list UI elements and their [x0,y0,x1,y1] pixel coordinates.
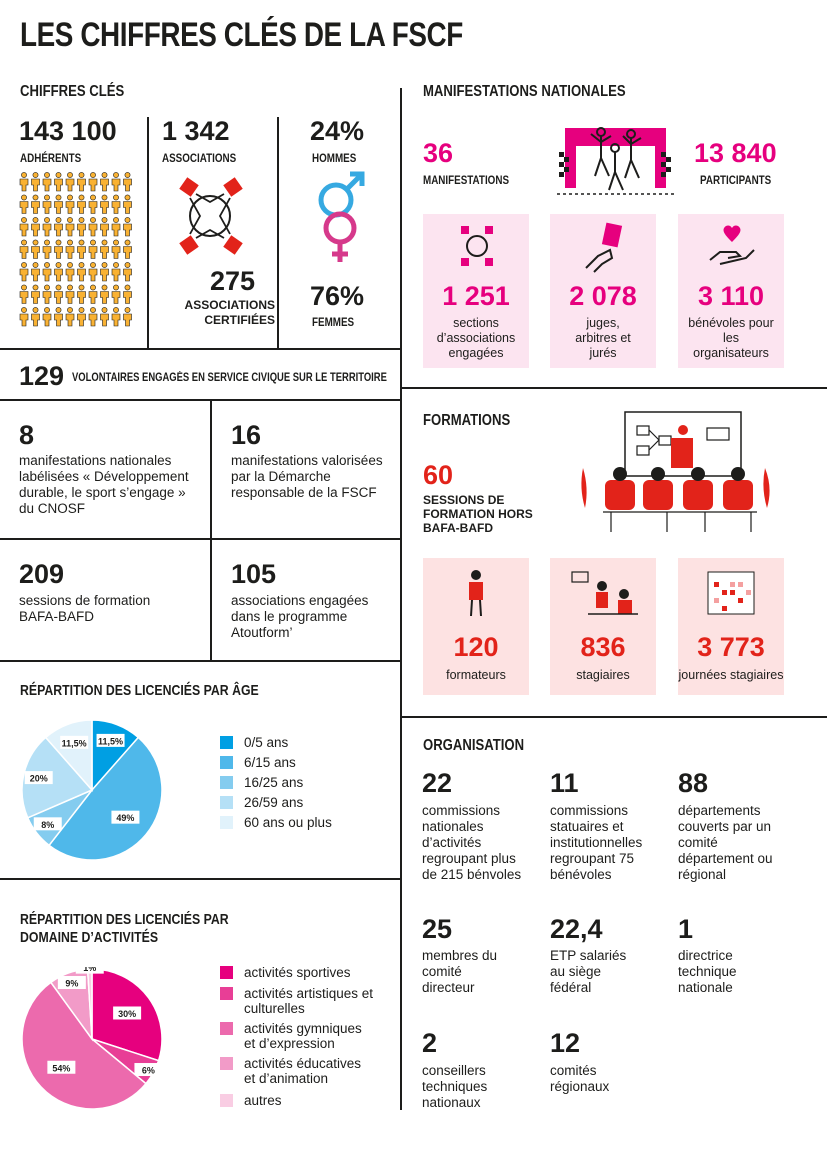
person-icon [20,217,28,236]
person-icon [101,195,109,214]
org-text: départements couverts par un comité département ou régional [678,803,773,882]
legend-swatch [220,1022,233,1035]
person-icon [101,262,109,281]
person-icon [55,172,63,191]
femmes-value: 76% [310,281,365,311]
manif-card-value: 3 110 [697,281,765,311]
person-icon [66,262,74,281]
person-icon [32,262,40,281]
pie-label: 49% [116,813,135,824]
manif-card-text: bénévoles pour les organisateurs [688,316,774,360]
legend-swatch [220,987,233,1000]
referee-card-icon [582,220,630,276]
classroom-illustration-icon [575,408,780,543]
section-heading-chiffres: CHIFFRES CLÉS [20,83,125,100]
volontaires-label: VOLONTAIRES ENGAGÉS EN SERVICE CIVIQUE SUR LE TERRITOIRE [72,372,387,384]
person-icon [66,240,74,259]
pie-label: 11,5% [98,736,124,747]
person-icon [32,240,40,259]
person-icon [43,172,51,191]
pie-label: 54% [52,1063,71,1074]
person-icon [112,195,120,214]
person-icon [89,307,97,326]
person-icon [89,195,97,214]
manif-card-value: 2 078 [569,281,637,311]
stat-text: associations engagées dans le programme Atoutform’ [231,593,369,640]
person-icon [55,195,63,214]
person-icon [66,307,74,326]
legend-swatch [220,966,233,979]
person-icon [89,285,97,304]
person-icon [124,307,132,326]
formation-card-value: 3 773 [697,632,765,662]
legend-label: 0/5 ans [244,735,289,750]
age-pie-chart [20,718,164,867]
person-icon [112,285,120,304]
org-value: 1 [678,914,694,944]
person-icon [112,172,120,191]
org-text: commissions statuaires et institutionnelles regroupant 75 bénévoles [550,803,643,882]
person-icon [43,195,51,214]
divider [0,660,401,662]
person-icon [89,262,97,281]
person-icon [43,285,51,304]
person-icon [124,217,132,236]
divider [210,399,212,661]
hands-icon [453,222,501,270]
manif-card-text: juges, arbitres et jurés [575,316,631,360]
org-value: 22 [422,768,453,798]
domaine-heading [20,911,229,947]
person-icon [43,262,51,281]
organisation-heading: ORGANISATION [423,737,525,754]
org-value: 11 [550,768,579,798]
legend-swatch [220,816,233,829]
legend-label: 16/25 ans [244,775,304,790]
participants-label: PARTICIPANTS [700,173,772,187]
org-value: 22,4 [550,914,603,944]
person-icon [55,240,63,259]
legend-label: activités artistiques et culturelles [244,986,374,1016]
person-icon [43,307,51,326]
person-icon [124,285,132,304]
person-icon [112,307,120,326]
pie-label: 9% [65,978,79,989]
formations-heading: FORMATIONS [423,412,511,429]
formation-card-value: 120 [453,632,499,662]
page-title: LES CHIFFRES CLÉS DE LA FSCF [20,16,463,54]
person-icon [78,172,86,191]
legend-swatch [220,1057,233,1070]
person-icon [112,262,120,281]
pie-label: 8% [41,819,55,830]
stat-value: 209 [19,559,65,589]
certifiees-value: 275 [210,266,256,296]
pie-label: 1% [83,967,97,974]
manifestations-count-label: MANIFESTATIONS [423,173,510,187]
org-text: conseillers techniques nationaux [422,1063,488,1110]
person-icon [124,195,132,214]
person-icon [112,240,120,259]
org-text: comités régionaux [550,1063,610,1094]
manif-card-text: sections d’associations engagées [436,316,516,360]
person-icon [112,217,120,236]
person-icon [55,285,63,304]
person-icon [32,307,40,326]
heart-hand-icon [706,220,758,274]
person-icon [101,172,109,191]
volontaires-value: 129 [19,361,65,391]
person-icon [66,217,74,236]
person-icon [66,285,74,304]
divider [401,387,827,389]
stat-text: manifestations valorisées par la Démarche responsable de la FSCF [231,453,383,500]
pie-label: 6% [141,1065,155,1076]
hommes-label: HOMMES [312,151,357,165]
legend-label: autres [244,1093,282,1108]
domaine-heading-line1: RÉPARTITION DES LICENCIÉS PAR [20,911,229,928]
divider [0,538,401,540]
age-heading: RÉPARTITION DES LICENCIÉS PAR ÂGE [20,682,259,699]
legend-label: 6/15 ans [244,755,296,770]
person-icon [20,307,28,326]
divider [147,117,149,349]
center-divider [400,88,402,1110]
person-icon [43,240,51,259]
person-icon [101,217,109,236]
adherents-label: ADHÉRENTS [20,151,82,165]
person-icon [101,285,109,304]
people-grid-icon [19,172,134,328]
person-icon [20,195,28,214]
person-icon [101,240,109,259]
person-icon [66,172,74,191]
trainer-icon [461,568,491,618]
legend-label: activités gymniques et d’expression [244,1021,362,1051]
trainees-icon [568,568,640,620]
person-icon [32,195,40,214]
hands-circle-icon [160,172,260,267]
person-icon [124,240,132,259]
legend-label: activités sportives [244,965,351,980]
divider [0,878,401,880]
legend-label: 60 ans ou plus [244,815,332,830]
pie-label: 11,5% [61,738,87,749]
stat-value: 16 [231,420,262,450]
person-icon [32,172,40,191]
associations-value: 1 342 [162,116,230,146]
stat-value: 8 [19,420,35,450]
person-icon [78,285,86,304]
legend-label: activités éducatives et d’animation [244,1056,362,1086]
calendar-icon [706,570,756,616]
person-icon [32,217,40,236]
manifestations-count-value: 36 [423,138,454,168]
person-icon [32,285,40,304]
divider [277,117,279,349]
org-value: 88 [678,768,709,798]
person-icon [78,262,86,281]
person-icon [20,262,28,281]
person-icon [20,240,28,259]
person-icon [124,172,132,191]
race-finish-icon [553,118,678,211]
person-icon [43,217,51,236]
person-icon [78,307,86,326]
divider [401,716,827,718]
domaine-heading-line2: DOMAINE D’ACTIVITÉS [20,929,159,946]
person-icon [78,195,86,214]
person-icon [89,172,97,191]
formations-sessions-label: SESSIONS DE FORMATION HORS BAFA-BAFD [423,493,533,535]
person-icon [124,262,132,281]
stat-text: manifestations nationales labélisées « Développement durable, le sport s’engage » du CNOSF [19,453,189,516]
pie-label: 30% [118,1008,137,1019]
gender-symbols-icon [308,170,378,270]
person-icon [55,217,63,236]
legend-swatch [220,776,233,789]
person-icon [55,307,63,326]
formation-card-text: formateurs [446,668,506,682]
org-text: membres du comité directeur [422,948,498,995]
formation-card-value: 836 [580,632,626,662]
org-text: commissions nationales d’activités regroupant plus de 215 bénvoles [422,803,522,882]
certifiees-label: ASSOCIATIONS CERTIFIÉES [184,298,275,327]
legend-swatch [220,1094,233,1107]
hommes-value: 24% [310,116,365,146]
stat-text: sessions de formation BAFA-BAFD [19,593,151,624]
person-icon [89,240,97,259]
pie-label: 20% [29,773,48,784]
formations-sessions-value: 60 [423,460,454,490]
org-value: 2 [422,1028,438,1058]
legend-swatch [220,756,233,769]
person-icon [66,195,74,214]
person-icon [78,217,86,236]
person-icon [20,172,28,191]
femmes-label: FEMMES [312,315,355,329]
formation-card-text: stagiaires [576,668,630,682]
divider [0,348,401,350]
manif-card-value: 1 251 [442,281,510,311]
person-icon [101,307,109,326]
org-value: 12 [550,1028,581,1058]
divider [0,399,401,401]
person-icon [55,262,63,281]
person-icon [78,240,86,259]
formation-card-text: journées stagiaires [678,668,784,682]
domaine-pie-chart [20,967,164,1116]
legend-label: 26/59 ans [244,795,304,810]
manifestations-heading: MANIFESTATIONS NATIONALES [423,83,626,100]
participants-value: 13 840 [694,138,777,168]
org-text: ETP salariés au siège fédéral [550,948,627,995]
associations-label: ASSOCIATIONS [162,151,237,165]
person-icon [20,285,28,304]
person-icon [89,217,97,236]
legend-swatch [220,736,233,749]
stat-value: 105 [231,559,277,589]
org-value: 25 [422,914,453,944]
legend-swatch [220,796,233,809]
adherents-value: 143 100 [19,116,117,146]
org-text: directrice technique nationale [678,948,737,995]
